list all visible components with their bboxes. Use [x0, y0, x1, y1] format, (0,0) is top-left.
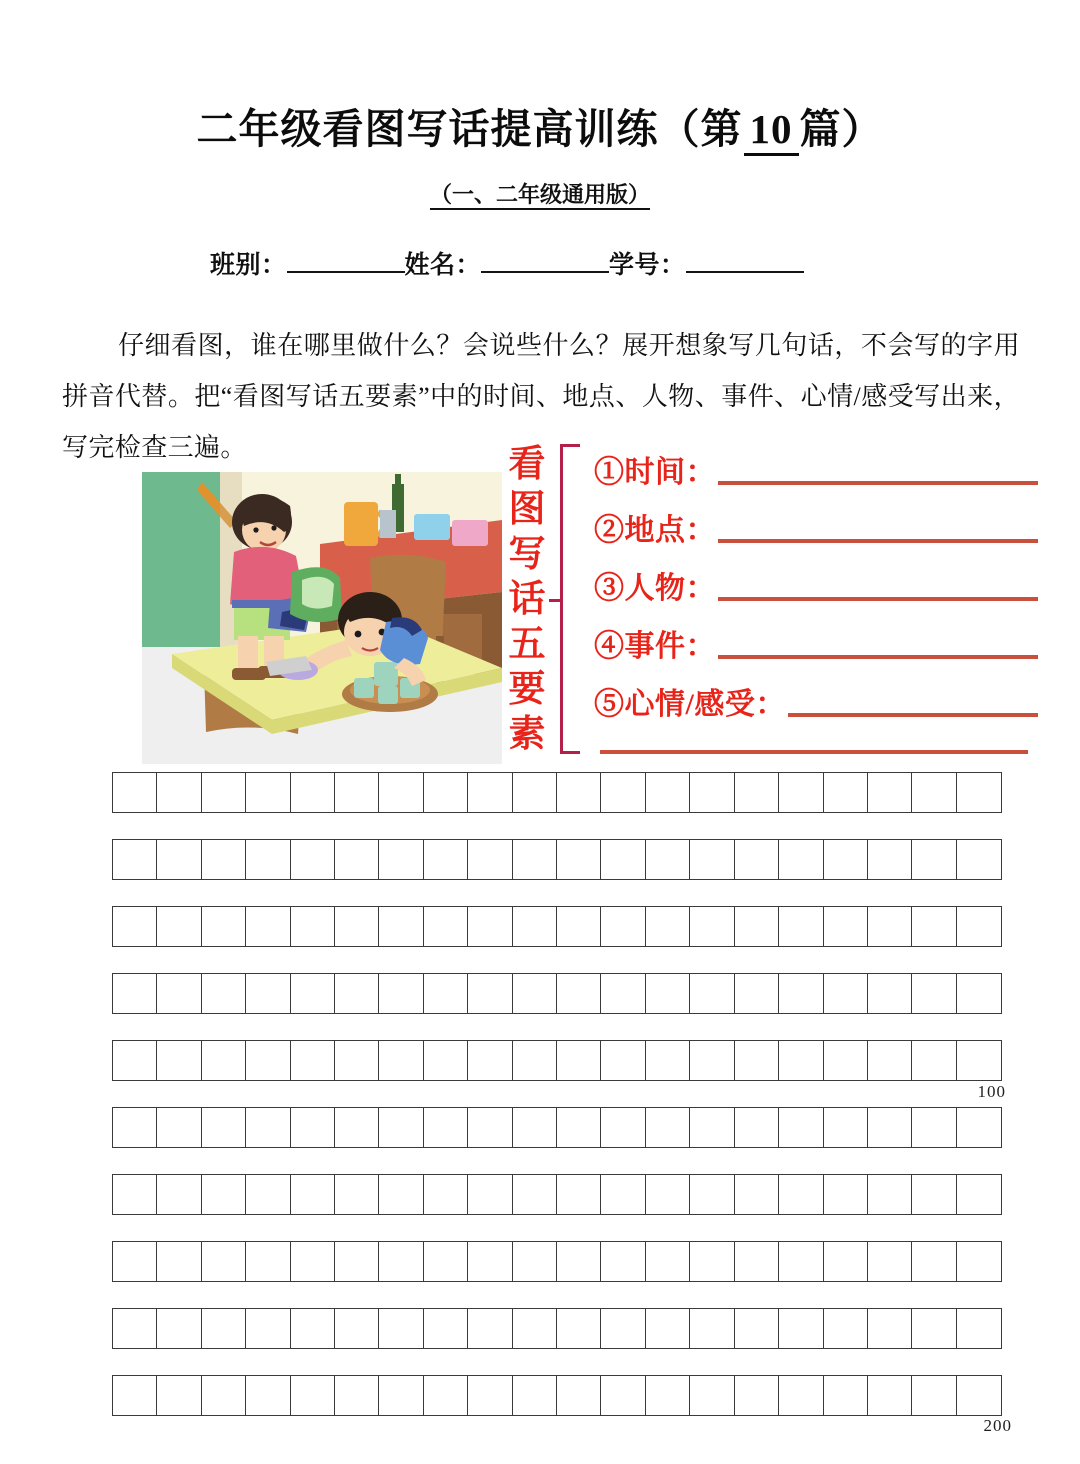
grid-cell[interactable]	[156, 1174, 202, 1215]
grid-cell[interactable]	[823, 1375, 869, 1416]
grid-cell[interactable]	[823, 772, 869, 813]
grid-cell[interactable]	[112, 772, 158, 813]
grid-cell[interactable]	[867, 772, 913, 813]
vertical-char: 要	[508, 669, 546, 710]
grid-cell[interactable]	[245, 1107, 291, 1148]
element-blank-place[interactable]	[718, 539, 1038, 543]
grid-cell[interactable]	[556, 1107, 602, 1148]
grid-cell[interactable]	[378, 1375, 424, 1416]
grid-cell[interactable]	[867, 1040, 913, 1081]
grid-cell[interactable]	[778, 973, 824, 1014]
grid-cell[interactable]	[600, 839, 646, 880]
grid-cell[interactable]	[334, 839, 380, 880]
grid-cell[interactable]	[823, 906, 869, 947]
grid-row	[112, 1174, 1032, 1215]
grid-count-marker: 200	[983, 1416, 1012, 1435]
grid-row	[112, 1040, 1032, 1081]
grid-cell[interactable]	[290, 1241, 336, 1282]
grid-cell[interactable]	[689, 906, 735, 947]
grid-cell[interactable]	[201, 1375, 247, 1416]
grid-cell[interactable]	[600, 772, 646, 813]
grid-cell[interactable]	[911, 839, 957, 880]
grid-cell[interactable]	[423, 1107, 469, 1148]
grid-row-gap	[112, 813, 1032, 839]
grid-cell[interactable]	[911, 906, 957, 947]
grid-row	[112, 839, 1032, 880]
grid-cell[interactable]	[911, 1375, 957, 1416]
grid-cell[interactable]	[334, 1107, 380, 1148]
writing-grid	[112, 772, 1032, 1442]
element-label-people: ③人物：	[594, 572, 716, 605]
grid-cell[interactable]	[290, 906, 336, 947]
grid-cell[interactable]	[911, 1174, 957, 1215]
grid-cell[interactable]	[823, 839, 869, 880]
element-blank-people[interactable]	[718, 597, 1038, 601]
grid-cell[interactable]	[112, 973, 158, 1014]
element-blank-time[interactable]	[718, 481, 1038, 485]
grid-cell[interactable]	[645, 1308, 691, 1349]
grid-cell[interactable]	[645, 1241, 691, 1282]
grid-cell[interactable]	[112, 1241, 158, 1282]
grid-cell[interactable]	[512, 1107, 558, 1148]
grid-cell[interactable]	[201, 839, 247, 880]
grid-cell[interactable]	[600, 1375, 646, 1416]
grid-cell[interactable]	[512, 1375, 558, 1416]
grid-cell[interactable]	[512, 1040, 558, 1081]
grid-cell[interactable]	[956, 973, 1002, 1014]
grid-cell[interactable]	[290, 973, 336, 1014]
grid-cell[interactable]	[645, 1107, 691, 1148]
five-elements-vertical-title	[504, 442, 550, 760]
grid-cell[interactable]	[201, 1107, 247, 1148]
grid-cell[interactable]	[467, 1241, 513, 1282]
grid-cell[interactable]	[467, 1174, 513, 1215]
grid-cell[interactable]	[290, 1174, 336, 1215]
student-id-input-blank[interactable]	[686, 271, 804, 273]
vertical-char: 图	[508, 489, 546, 530]
grid-cell[interactable]	[689, 973, 735, 1014]
grid-cell[interactable]	[512, 839, 558, 880]
grid-cell[interactable]	[956, 1107, 1002, 1148]
grid-cell[interactable]	[334, 772, 380, 813]
grid-cell[interactable]	[689, 1174, 735, 1215]
grid-row-gap	[112, 1416, 1032, 1442]
grid-cell[interactable]	[867, 906, 913, 947]
class-label: 班别：	[210, 252, 287, 279]
grid-cell[interactable]	[467, 1308, 513, 1349]
grid-row	[112, 772, 1032, 813]
grid-cell[interactable]	[689, 839, 735, 880]
grid-cell[interactable]	[156, 906, 202, 947]
element-label-event: ④事件：	[594, 630, 716, 663]
grid-cell[interactable]	[645, 839, 691, 880]
grid-row-gap	[112, 1349, 1032, 1375]
grid-cell[interactable]	[734, 973, 780, 1014]
grid-count-marker: 100	[977, 1082, 1006, 1101]
grid-cell[interactable]	[956, 1241, 1002, 1282]
student-info-row	[210, 245, 804, 281]
grid-cell[interactable]	[734, 772, 780, 813]
title-prefix: 二年级看图写话提高训练（第	[196, 106, 743, 152]
grid-cell[interactable]	[245, 1308, 291, 1349]
grid-cell[interactable]	[778, 1174, 824, 1215]
grid-cell[interactable]	[334, 906, 380, 947]
grid-cell[interactable]	[156, 1107, 202, 1148]
grid-row	[112, 1375, 1032, 1416]
student-id-label: 学号：	[609, 252, 686, 279]
grid-cell[interactable]	[378, 906, 424, 947]
grid-cell[interactable]	[734, 839, 780, 880]
instruction-paragraph: 仔细看图，谁在哪里做什么？会说些什么？展开想象写几句话，不会写的字用拼音代替。把“看图写话五要素”中的时间、地点、人物、事件、心情/感受写出来，写完检查三遍。	[62, 331, 1020, 462]
grid-cell[interactable]	[645, 1375, 691, 1416]
grid-cell[interactable]	[778, 1107, 824, 1148]
element-blank-feeling[interactable]	[788, 713, 1038, 717]
grid-cell[interactable]	[689, 1241, 735, 1282]
grid-cell[interactable]	[911, 772, 957, 813]
grid-cell[interactable]	[156, 1241, 202, 1282]
class-input-blank[interactable]	[287, 271, 405, 273]
grid-cell[interactable]	[823, 1107, 869, 1148]
grid-cell[interactable]	[911, 1241, 957, 1282]
grid-cell[interactable]	[467, 1107, 513, 1148]
grid-cell[interactable]	[423, 772, 469, 813]
grid-cell[interactable]	[911, 1308, 957, 1349]
grid-cell[interactable]	[245, 839, 291, 880]
grid-cell[interactable]	[823, 1174, 869, 1215]
grid-cell[interactable]	[689, 1308, 735, 1349]
grid-cell[interactable]	[645, 1040, 691, 1081]
grid-cell[interactable]	[378, 772, 424, 813]
grid-cell[interactable]	[334, 1174, 380, 1215]
grid-row-gap	[112, 880, 1032, 906]
grid-cell[interactable]	[245, 772, 291, 813]
page-subtitle	[0, 178, 1080, 209]
grid-cell[interactable]	[512, 1241, 558, 1282]
grid-cell[interactable]	[334, 973, 380, 1014]
element-blank-extra-line[interactable]	[600, 750, 1028, 754]
grid-cell[interactable]	[556, 1174, 602, 1215]
grid-cell[interactable]	[156, 973, 202, 1014]
grid-cell[interactable]	[867, 1107, 913, 1148]
vertical-char: 话	[508, 579, 546, 620]
grid-cell[interactable]	[556, 1241, 602, 1282]
grid-cell[interactable]	[201, 772, 247, 813]
grid-cell[interactable]	[334, 1241, 380, 1282]
grid-cell[interactable]	[156, 1375, 202, 1416]
grid-cell[interactable]	[823, 1308, 869, 1349]
grid-cell[interactable]	[956, 906, 1002, 947]
grid-cell[interactable]	[201, 906, 247, 947]
grid-cell[interactable]	[823, 1241, 869, 1282]
grid-cell[interactable]	[778, 1040, 824, 1081]
grid-cell[interactable]	[378, 973, 424, 1014]
grid-cell[interactable]	[423, 1241, 469, 1282]
five-elements-block	[498, 440, 1038, 770]
grid-cell[interactable]	[112, 1107, 158, 1148]
grid-cell[interactable]	[556, 1308, 602, 1349]
grid-cell[interactable]	[201, 1174, 247, 1215]
grid-cell[interactable]	[334, 1375, 380, 1416]
grid-cell[interactable]	[689, 1107, 735, 1148]
grid-cell[interactable]	[423, 1174, 469, 1215]
grid-cell[interactable]	[867, 1174, 913, 1215]
grid-cell[interactable]	[556, 906, 602, 947]
grid-cell[interactable]	[734, 1174, 780, 1215]
subtitle-text: （一、二年级通用版）	[430, 182, 650, 210]
grid-cell[interactable]	[867, 973, 913, 1014]
grid-cell[interactable]	[112, 1308, 158, 1349]
grid-cell[interactable]	[245, 906, 291, 947]
grid-cell[interactable]	[290, 1308, 336, 1349]
grid-cell[interactable]	[867, 1308, 913, 1349]
grid-cell[interactable]	[245, 1241, 291, 1282]
grid-cell[interactable]	[556, 1040, 602, 1081]
grid-cell[interactable]	[600, 1107, 646, 1148]
grid-cell[interactable]	[600, 1174, 646, 1215]
grid-cell[interactable]	[734, 1040, 780, 1081]
element-label-place: ②地点：	[594, 514, 716, 547]
grid-cell[interactable]	[911, 1107, 957, 1148]
grid-cell[interactable]	[156, 1040, 202, 1081]
grid-row	[112, 1241, 1032, 1282]
grid-cell[interactable]	[778, 1375, 824, 1416]
title-number: 10	[744, 105, 799, 156]
grid-cell[interactable]	[201, 1308, 247, 1349]
grid-cell[interactable]	[378, 1241, 424, 1282]
grid-cell[interactable]	[467, 772, 513, 813]
grid-cell[interactable]	[556, 1375, 602, 1416]
five-elements-list	[594, 440, 1038, 770]
grid-row-gap	[112, 1282, 1032, 1308]
grid-row	[112, 906, 1032, 947]
grid-cell[interactable]	[245, 973, 291, 1014]
grid-cell[interactable]	[600, 1241, 646, 1282]
grid-cell[interactable]	[512, 906, 558, 947]
vertical-char: 看	[508, 444, 546, 485]
grid-row-gap	[112, 1215, 1032, 1241]
grid-cell[interactable]	[245, 1040, 291, 1081]
grid-cell[interactable]	[334, 1040, 380, 1081]
vertical-char: 写	[508, 534, 546, 575]
grid-row-gap	[112, 1014, 1032, 1040]
grid-cell[interactable]	[245, 1174, 291, 1215]
grid-cell[interactable]	[290, 839, 336, 880]
grid-cell[interactable]	[467, 1375, 513, 1416]
grid-cell[interactable]	[689, 772, 735, 813]
element-row-feeling	[594, 676, 1038, 722]
grid-cell[interactable]	[201, 1241, 247, 1282]
grid-row	[112, 973, 1032, 1014]
element-row-place	[594, 502, 1038, 548]
grid-cell[interactable]	[956, 1174, 1002, 1215]
page-title	[0, 96, 1080, 156]
grid-cell[interactable]	[467, 839, 513, 880]
grid-cell[interactable]	[423, 1308, 469, 1349]
grid-cell[interactable]	[600, 1040, 646, 1081]
vertical-char: 素	[508, 714, 546, 755]
element-label-time: ①时间：	[594, 456, 716, 489]
grid-cell[interactable]	[201, 973, 247, 1014]
grid-cell[interactable]	[512, 1174, 558, 1215]
grid-cell[interactable]	[645, 772, 691, 813]
grid-cell[interactable]	[378, 1107, 424, 1148]
grid-cell[interactable]	[112, 1375, 158, 1416]
grid-cell[interactable]	[867, 1241, 913, 1282]
grid-cell[interactable]	[423, 839, 469, 880]
grid-cell[interactable]	[156, 1308, 202, 1349]
grid-cell[interactable]	[734, 1308, 780, 1349]
grid-cell[interactable]	[334, 1308, 380, 1349]
grid-cell[interactable]	[467, 1040, 513, 1081]
grid-cell[interactable]	[512, 1308, 558, 1349]
grid-row-gap	[112, 1081, 1032, 1107]
grid-cell[interactable]	[956, 1308, 1002, 1349]
name-input-blank[interactable]	[481, 271, 609, 273]
grid-cell[interactable]	[245, 1375, 291, 1416]
grid-cell[interactable]	[867, 839, 913, 880]
grid-cell[interactable]	[600, 906, 646, 947]
grid-cell[interactable]	[734, 1107, 780, 1148]
title-suffix: 篇）	[799, 106, 884, 152]
grid-cell[interactable]	[956, 839, 1002, 880]
curly-bracket-icon	[560, 444, 580, 754]
grid-cell[interactable]	[512, 973, 558, 1014]
grid-cell[interactable]	[823, 973, 869, 1014]
grid-row-gap	[112, 947, 1032, 973]
grid-cell[interactable]	[734, 1375, 780, 1416]
grid-cell[interactable]	[556, 772, 602, 813]
grid-cell[interactable]	[378, 1174, 424, 1215]
grid-cell[interactable]	[467, 973, 513, 1014]
grid-cell[interactable]	[423, 906, 469, 947]
grid-row	[112, 1308, 1032, 1349]
grid-cell[interactable]	[867, 1375, 913, 1416]
grid-cell[interactable]	[512, 772, 558, 813]
grid-cell[interactable]	[201, 1040, 247, 1081]
element-row-event	[594, 618, 1038, 664]
grid-cell[interactable]	[956, 772, 1002, 813]
grid-cell[interactable]	[911, 1040, 957, 1081]
grid-cell[interactable]	[645, 1174, 691, 1215]
grid-row	[112, 1107, 1032, 1148]
grid-cell[interactable]	[823, 1040, 869, 1081]
grid-cell[interactable]	[645, 906, 691, 947]
element-row-time	[594, 444, 1038, 490]
grid-cell[interactable]	[689, 1375, 735, 1416]
grid-cell[interactable]	[956, 1040, 1002, 1081]
vertical-char: 五	[508, 624, 546, 665]
grid-cell[interactable]	[778, 1308, 824, 1349]
grid-cell[interactable]	[290, 1107, 336, 1148]
grid-cell[interactable]	[600, 973, 646, 1014]
grid-cell[interactable]	[290, 772, 336, 813]
grid-cell[interactable]	[911, 973, 957, 1014]
grid-cell[interactable]	[423, 1040, 469, 1081]
illustration-image	[142, 472, 502, 764]
grid-cell[interactable]	[378, 839, 424, 880]
grid-cell[interactable]	[290, 1375, 336, 1416]
grid-cell[interactable]	[956, 1375, 1002, 1416]
grid-cell[interactable]	[778, 1241, 824, 1282]
grid-cell[interactable]	[378, 1308, 424, 1349]
grid-cell[interactable]	[778, 906, 824, 947]
grid-cell[interactable]	[112, 1174, 158, 1215]
grid-cell[interactable]	[378, 1040, 424, 1081]
grid-cell[interactable]	[556, 839, 602, 880]
grid-cell[interactable]	[156, 839, 202, 880]
grid-cell[interactable]	[778, 772, 824, 813]
grid-cell[interactable]	[290, 1040, 336, 1081]
grid-cell[interactable]	[778, 839, 824, 880]
grid-cell[interactable]	[467, 906, 513, 947]
name-label: 姓名：	[404, 252, 482, 279]
grid-cell[interactable]	[689, 1040, 735, 1081]
grid-cell[interactable]	[734, 906, 780, 947]
element-blank-event[interactable]	[718, 655, 1038, 659]
grid-cell[interactable]	[156, 772, 202, 813]
grid-cell[interactable]	[112, 1040, 158, 1081]
grid-cell[interactable]	[112, 906, 158, 947]
grid-cell[interactable]	[423, 1375, 469, 1416]
grid-cell[interactable]	[112, 839, 158, 880]
grid-cell[interactable]	[734, 1241, 780, 1282]
grid-cell[interactable]	[600, 1308, 646, 1349]
element-row-people	[594, 560, 1038, 606]
grid-cell[interactable]	[556, 973, 602, 1014]
element-label-feeling: ⑤心情/感受：	[594, 688, 786, 721]
grid-cell[interactable]	[423, 973, 469, 1014]
grid-row-gap	[112, 1148, 1032, 1174]
grid-cell[interactable]	[645, 973, 691, 1014]
